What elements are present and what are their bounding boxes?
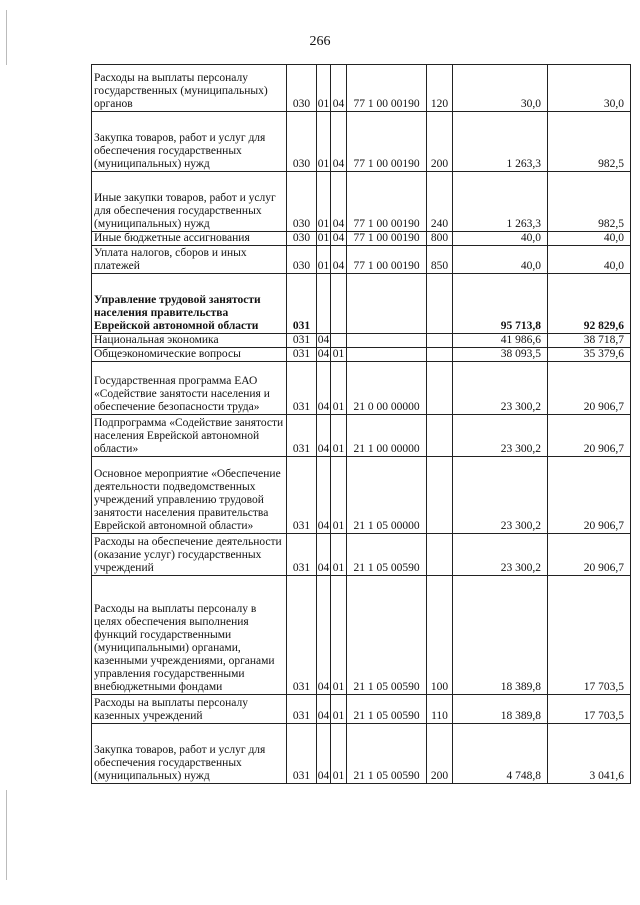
value-2020-cell: 40,0 — [548, 232, 631, 246]
value-2019-cell: 40,0 — [453, 232, 548, 246]
value-2019-cell: 38 093,5 — [453, 348, 548, 362]
value-2020-cell: 30,0 — [548, 65, 631, 112]
vr-code-cell — [427, 362, 453, 415]
row-name-cell: Подпрограмма «Содействие занятости населения Еврейской автономной области» — [92, 415, 287, 457]
row-name-cell: Государственная программа ЕАО «Содействие занятости населения и обеспечение безопасности труда» — [92, 362, 287, 415]
pr-code-cell: 04 — [331, 172, 347, 232]
csr-code-cell: 77 1 00 00190 — [347, 246, 427, 274]
rz-code-cell: 01 — [317, 112, 331, 172]
vr-code-cell: 100 — [427, 576, 453, 695]
gr-code-cell: 030 — [287, 172, 317, 232]
table-row — [92, 534, 631, 576]
rz-code-cell — [317, 274, 331, 334]
value-2020-cell: 20 906,7 — [548, 457, 631, 534]
scan-margin-mark — [6, 790, 7, 880]
pr-code-cell: 04 — [331, 232, 347, 246]
row-name-cell: Основное мероприятие «Обеспечение деятельности подведомственных учреждений управлению трудовой занятости населения правительства Еврейской автономной области» — [92, 457, 287, 534]
value-2019-cell: 41 986,6 — [453, 334, 548, 348]
table-row — [92, 334, 631, 348]
value-2019-cell: 23 300,2 — [453, 457, 548, 534]
pr-code-cell: 04 — [331, 112, 347, 172]
table-row — [92, 348, 631, 362]
rz-code-cell: 04 — [317, 334, 330, 346]
csr-code-cell: 21 1 00 00000 — [347, 415, 427, 457]
csr-code-cell — [347, 348, 427, 362]
value-2019-cell: 23 300,2 — [453, 362, 548, 415]
table-row — [92, 274, 631, 334]
table-row — [92, 112, 631, 172]
gr-code-cell: 031 — [287, 457, 317, 534]
rz-code-cell: 01 — [317, 65, 331, 112]
value-2020-cell: 40,0 — [548, 246, 631, 274]
rz-code-cell: 04 — [317, 576, 331, 695]
table-row — [92, 246, 631, 274]
value-2020-cell: 35 379,6 — [548, 348, 631, 362]
value-2020-cell: 20 906,7 — [548, 362, 631, 415]
row-name-cell: Расходы на обеспечение деятельности (оказание услуг) государственных учреждений — [92, 534, 287, 576]
gr-code-cell: 031 — [287, 415, 317, 457]
rz-code-cell: 01 — [317, 246, 331, 274]
value-2020-cell: 17 703,5 — [548, 695, 631, 724]
gr-code-cell: 031 — [287, 334, 317, 348]
vr-code-cell — [427, 534, 453, 576]
pr-code-cell — [331, 334, 347, 348]
gr-code-cell: 031 — [287, 576, 317, 695]
row-name-cell: Расходы на выплаты персоналу казенных учреждений — [92, 695, 287, 724]
value-2020-cell: 982,5 — [548, 172, 631, 232]
pr-code-cell: 04 — [331, 65, 347, 112]
budget-table — [91, 64, 631, 784]
vr-code-cell: 200 — [427, 112, 453, 172]
csr-code-cell: 21 1 05 00590 — [347, 534, 427, 576]
row-name-cell: Закупка товаров, работ и услуг для обеспечения государственных (муниципальных) нужд — [92, 112, 287, 172]
value-2019-cell: 18 389,8 — [453, 576, 548, 695]
value-2019-cell: 4 748,8 — [453, 724, 548, 784]
gr-code-cell: 030 — [287, 112, 317, 172]
gr-code-cell: 031 — [287, 274, 317, 334]
gr-code-cell: 030 — [287, 246, 317, 274]
value-2020-cell: 92 829,6 — [548, 274, 631, 334]
pr-code-cell: 01 — [331, 695, 347, 724]
row-name-cell: Иные закупки товаров, работ и услуг для обеспечения государственных (муниципальных) нужд — [92, 172, 287, 232]
vr-code-cell: 850 — [427, 246, 453, 274]
csr-code-cell — [347, 334, 427, 348]
value-2019-cell: 95 713,8 — [453, 274, 548, 334]
row-name-cell: Общеэкономические вопросы — [92, 348, 287, 362]
gr-code-cell: 030 — [287, 232, 317, 246]
row-name-cell: Иные бюджетные ассигнования — [92, 232, 287, 246]
value-2020-cell: 17 703,5 — [548, 576, 631, 695]
pr-code-cell — [331, 274, 347, 334]
csr-code-cell: 21 1 05 00590 — [347, 695, 427, 724]
row-name-cell: Национальная экономика — [92, 334, 287, 348]
vr-code-cell: 110 — [427, 695, 453, 724]
vr-code-cell: 240 — [427, 172, 453, 232]
rz-code-cell: 04 — [317, 362, 331, 415]
pr-code-cell: 04 — [331, 246, 347, 274]
gr-code-cell: 031 — [287, 348, 317, 362]
table-row — [92, 576, 631, 695]
table-row — [92, 362, 631, 415]
value-2020-cell: 3 041,6 — [548, 724, 631, 784]
csr-code-cell: 77 1 00 00190 — [347, 112, 427, 172]
pr-code-cell: 01 — [331, 576, 347, 695]
vr-code-cell: 120 — [427, 65, 453, 112]
value-2020-cell: 982,5 — [548, 112, 631, 172]
csr-code-cell: 21 1 05 00590 — [347, 724, 427, 784]
rz-code-cell: 04 — [317, 534, 331, 576]
row-name-cell: Расходы на выплаты персоналу государственных (муниципальных) органов — [92, 65, 287, 112]
gr-code-cell: 030 — [287, 65, 317, 112]
rz-code-cell: 04 — [317, 415, 331, 457]
value-2019-cell: 40,0 — [453, 246, 548, 274]
gr-code-cell: 031 — [287, 362, 317, 415]
table-row — [92, 695, 631, 724]
rz-code-cell: 04 — [317, 348, 330, 360]
csr-code-cell: 77 1 00 00190 — [347, 172, 427, 232]
table-row — [92, 415, 631, 457]
value-2020-cell: 20 906,7 — [548, 415, 631, 457]
table-row — [92, 232, 631, 246]
value-2019-cell: 18 389,8 — [453, 695, 548, 724]
value-2020-cell: 38 718,7 — [548, 334, 631, 348]
pr-code-cell: 01 — [331, 457, 347, 534]
table-row — [92, 457, 631, 534]
value-2019-cell: 1 263,3 — [453, 172, 548, 232]
csr-code-cell: 77 1 00 00190 — [347, 65, 427, 112]
vr-code-cell — [427, 415, 453, 457]
row-name-cell: Уплата налогов, сборов и иных платежей — [92, 246, 287, 274]
value-2019-cell: 23 300,2 — [453, 534, 548, 576]
vr-code-cell: 800 — [427, 232, 453, 246]
pr-code-cell: 01 — [331, 724, 347, 784]
rz-code-cell: 01 — [317, 172, 331, 232]
value-2019-cell: 30,0 — [453, 65, 548, 112]
rz-code-cell: 01 — [317, 232, 330, 244]
vr-code-cell — [427, 274, 453, 334]
value-2020-cell: 20 906,7 — [548, 534, 631, 576]
row-name-cell: Управление трудовой занятости населения правительства Еврейской автономной области — [92, 274, 287, 334]
row-name-cell: Расходы на выплаты персоналу в целях обеспечения выполнения функций государственными (муниципальными) органами, казенными учреждениями, органами управления государственными внебюджетными фондами — [92, 576, 287, 695]
table-row — [92, 172, 631, 232]
value-2019-cell: 23 300,2 — [453, 415, 548, 457]
page-number: 266 — [309, 34, 331, 49]
table-row — [92, 724, 631, 784]
rz-code-cell: 04 — [317, 457, 331, 534]
csr-code-cell — [347, 274, 427, 334]
csr-code-cell: 77 1 00 00190 — [347, 232, 427, 246]
table-row — [92, 65, 631, 112]
vr-code-cell: 200 — [427, 724, 453, 784]
csr-code-cell: 21 0 00 00000 — [347, 362, 427, 415]
csr-code-cell: 21 1 05 00000 — [347, 457, 427, 534]
pr-code-cell: 01 — [331, 415, 347, 457]
rz-code-cell: 04 — [317, 724, 331, 784]
vr-code-cell — [427, 334, 453, 348]
pr-code-cell: 01 — [331, 362, 347, 415]
vr-code-cell — [427, 348, 453, 362]
pr-code-cell: 01 — [331, 348, 347, 362]
pr-code-cell: 01 — [331, 534, 347, 576]
vr-code-cell — [427, 457, 453, 534]
row-name-cell: Закупка товаров, работ и услуг для обеспечения государственных (муниципальных) нужд — [92, 724, 287, 784]
csr-code-cell: 21 1 05 00590 — [347, 576, 427, 695]
gr-code-cell: 031 — [287, 534, 317, 576]
gr-code-cell: 031 — [287, 695, 317, 724]
gr-code-cell: 031 — [287, 724, 317, 784]
value-2019-cell: 1 263,3 — [453, 112, 548, 172]
rz-code-cell: 04 — [317, 695, 331, 724]
